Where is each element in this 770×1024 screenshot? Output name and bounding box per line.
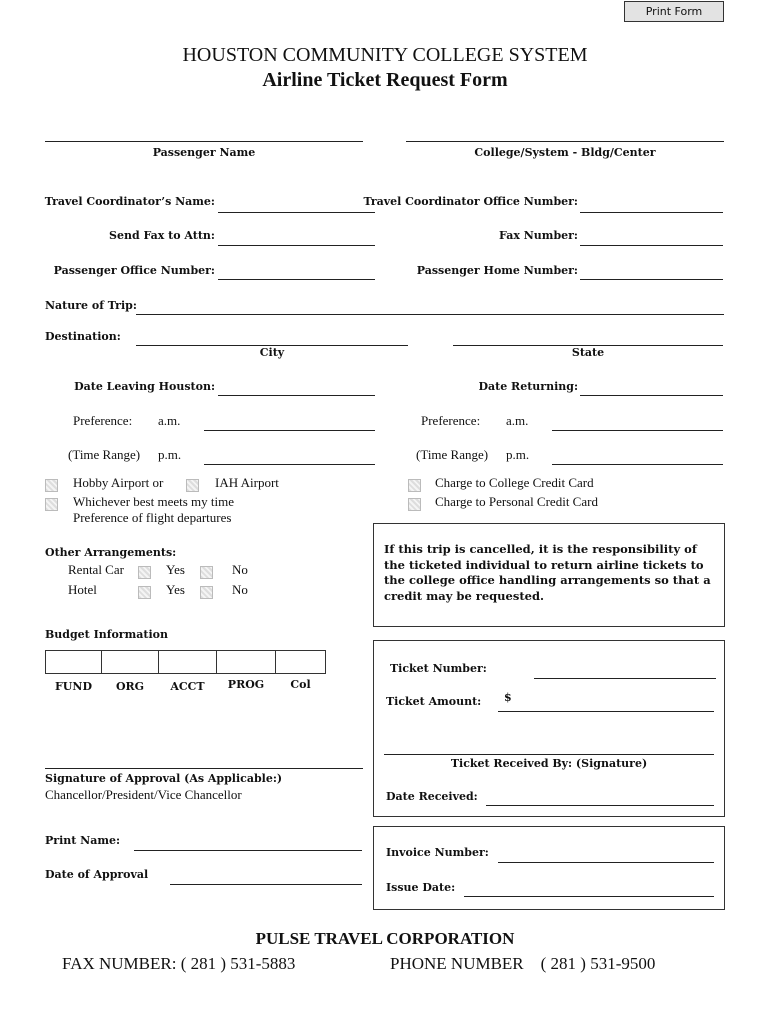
whichever-checkbox[interactable] <box>45 498 58 511</box>
fax-number-label: Fax Number: <box>499 229 578 242</box>
invoice-number-label: Invoice Number: <box>386 846 489 859</box>
org-input[interactable] <box>101 650 159 674</box>
org-label: ORG <box>115 680 145 693</box>
form-title: Airline Ticket Request Form <box>262 69 508 91</box>
org-title: HOUSTON COMMUNITY COLLEGE SYSTEM <box>182 44 588 66</box>
acct-label: ACCT <box>170 680 205 693</box>
fax-number-footer: FAX NUMBER: ( 281 ) 531-5883 <box>62 954 296 973</box>
col-label: Col <box>290 678 311 691</box>
invoice-number-field[interactable] <box>498 846 714 863</box>
whichever-label: Whichever best meets my time <box>73 494 235 509</box>
coordinator-office-label: Travel Coordinator Office Number: <box>363 195 578 208</box>
hotel-no-checkbox[interactable] <box>200 586 213 599</box>
pm-label-return: p.m. <box>506 447 530 462</box>
hotel-no-label: No <box>232 582 248 597</box>
rental-car-no-label: No <box>232 562 248 577</box>
nature-of-trip-field[interactable] <box>136 298 724 315</box>
passenger-name-field[interactable] <box>45 141 363 142</box>
time-range-label-depart: (Time Range) <box>68 447 141 462</box>
pm-field-depart[interactable] <box>204 448 375 465</box>
am-label-return: a.m. <box>506 413 529 428</box>
ticket-amount-field[interactable] <box>498 695 714 712</box>
date-leaving-label: Date Leaving Houston: <box>74 380 215 393</box>
prog-input[interactable] <box>216 650 276 674</box>
passenger-office-field[interactable] <box>218 263 375 280</box>
date-of-approval-label: Date of Approval <box>45 868 149 881</box>
date-returning-label: Date Returning: <box>478 380 578 393</box>
col-input[interactable] <box>275 650 326 674</box>
cancellation-notice-text: If this trip is cancelled, it is the responsibility of the ticketed individual to return airline tickets to the college office handling arrangements so that a credit may be requested. <box>384 542 711 603</box>
print-name-field[interactable] <box>134 834 362 851</box>
fund-label: FUND <box>55 680 92 693</box>
destination-label: Destination: <box>45 330 121 343</box>
cancellation-notice-box <box>373 523 725 627</box>
prog-label: PROG <box>227 678 265 691</box>
pm-label-depart: p.m. <box>158 447 182 462</box>
ticket-received-by-label: Ticket Received By: (Signature) <box>450 757 648 770</box>
budget-title: Budget Information <box>45 628 168 641</box>
preference-label-depart: Preference: <box>73 413 133 428</box>
phone-number-footer: PHONE NUMBER ( 281 ) 531-9500 <box>390 954 656 973</box>
am-field-depart[interactable] <box>204 414 375 431</box>
hobby-airport-label: Hobby Airport or <box>73 475 164 490</box>
coordinator-office-field[interactable] <box>580 196 723 213</box>
college-card-checkbox[interactable] <box>408 479 421 492</box>
approval-titles: Chancellor/President/Vice Chancellor <box>45 787 242 802</box>
rental-car-yes-label: Yes <box>166 562 185 577</box>
am-field-return[interactable] <box>552 414 723 431</box>
pm-field-return[interactable] <box>552 448 723 465</box>
issue-date-label: Issue Date: <box>386 881 456 894</box>
approval-signature-field[interactable] <box>45 768 363 769</box>
fax-number-field[interactable] <box>580 229 723 246</box>
personal-card-checkbox[interactable] <box>408 498 421 511</box>
fund-input[interactable] <box>45 650 102 674</box>
ticket-received-signature-field[interactable] <box>384 754 714 755</box>
ticket-info-box <box>373 640 725 817</box>
rental-car-no-checkbox[interactable] <box>200 566 213 579</box>
passenger-home-label: Passenger Home Number: <box>416 264 578 277</box>
date-received-label: Date Received: <box>386 790 478 803</box>
approval-signature-label: Signature of Approval (As Applicable:) <box>45 772 283 785</box>
coordinator-name-field[interactable] <box>218 196 375 213</box>
hotel-yes-label: Yes <box>166 582 185 597</box>
hotel-yes-checkbox[interactable] <box>138 586 151 599</box>
date-of-approval-field[interactable] <box>170 868 362 885</box>
issue-date-field[interactable] <box>464 880 714 897</box>
passenger-home-field[interactable] <box>580 263 723 280</box>
invoice-box <box>373 826 725 910</box>
send-fax-label: Send Fax to Attn: <box>109 229 215 242</box>
time-range-label-return: (Time Range) <box>416 447 489 462</box>
college-card-label: Charge to College Credit Card <box>435 475 594 490</box>
date-received-field[interactable] <box>486 789 714 806</box>
date-leaving-field[interactable] <box>218 379 375 396</box>
hobby-airport-checkbox[interactable] <box>45 479 58 492</box>
print-name-label: Print Name: <box>45 834 121 847</box>
college-system-field[interactable] <box>406 141 724 142</box>
iah-airport-label: IAH Airport <box>215 475 279 490</box>
am-label-depart: a.m. <box>158 413 181 428</box>
state-label: State <box>571 346 605 359</box>
company-name: PULSE TRAVEL CORPORATION <box>255 929 515 948</box>
ticket-amount-label: Ticket Amount: <box>386 695 482 708</box>
send-fax-field[interactable] <box>218 229 375 246</box>
dollar-sign: $ <box>504 691 512 704</box>
date-returning-field[interactable] <box>580 379 723 396</box>
print-form-button[interactable]: Print Form <box>624 1 724 22</box>
acct-input[interactable] <box>158 650 217 674</box>
iah-airport-checkbox[interactable] <box>186 479 199 492</box>
rental-car-label: Rental Car <box>68 562 124 577</box>
hotel-label: Hotel <box>68 582 97 597</box>
passenger-name-label: Passenger Name <box>152 146 256 159</box>
college-system-label: College/System - Bldg/Center <box>474 146 656 159</box>
ticket-number-label: Ticket Number: <box>390 662 487 675</box>
personal-card-label: Charge to Personal Credit Card <box>435 494 598 509</box>
ticket-number-field[interactable] <box>534 662 716 679</box>
preference-label-return: Preference: <box>421 413 481 428</box>
other-arrangements-title: Other Arrangements: <box>45 546 177 559</box>
rental-car-yes-checkbox[interactable] <box>138 566 151 579</box>
nature-of-trip-label: Nature of Trip: <box>45 299 137 312</box>
flight-preference-label: Preference of flight departures <box>73 510 232 525</box>
city-label: City <box>259 346 285 359</box>
passenger-office-label: Passenger Office Number: <box>53 264 215 277</box>
coordinator-name-label: Travel Coordinator’s Name: <box>44 195 215 208</box>
